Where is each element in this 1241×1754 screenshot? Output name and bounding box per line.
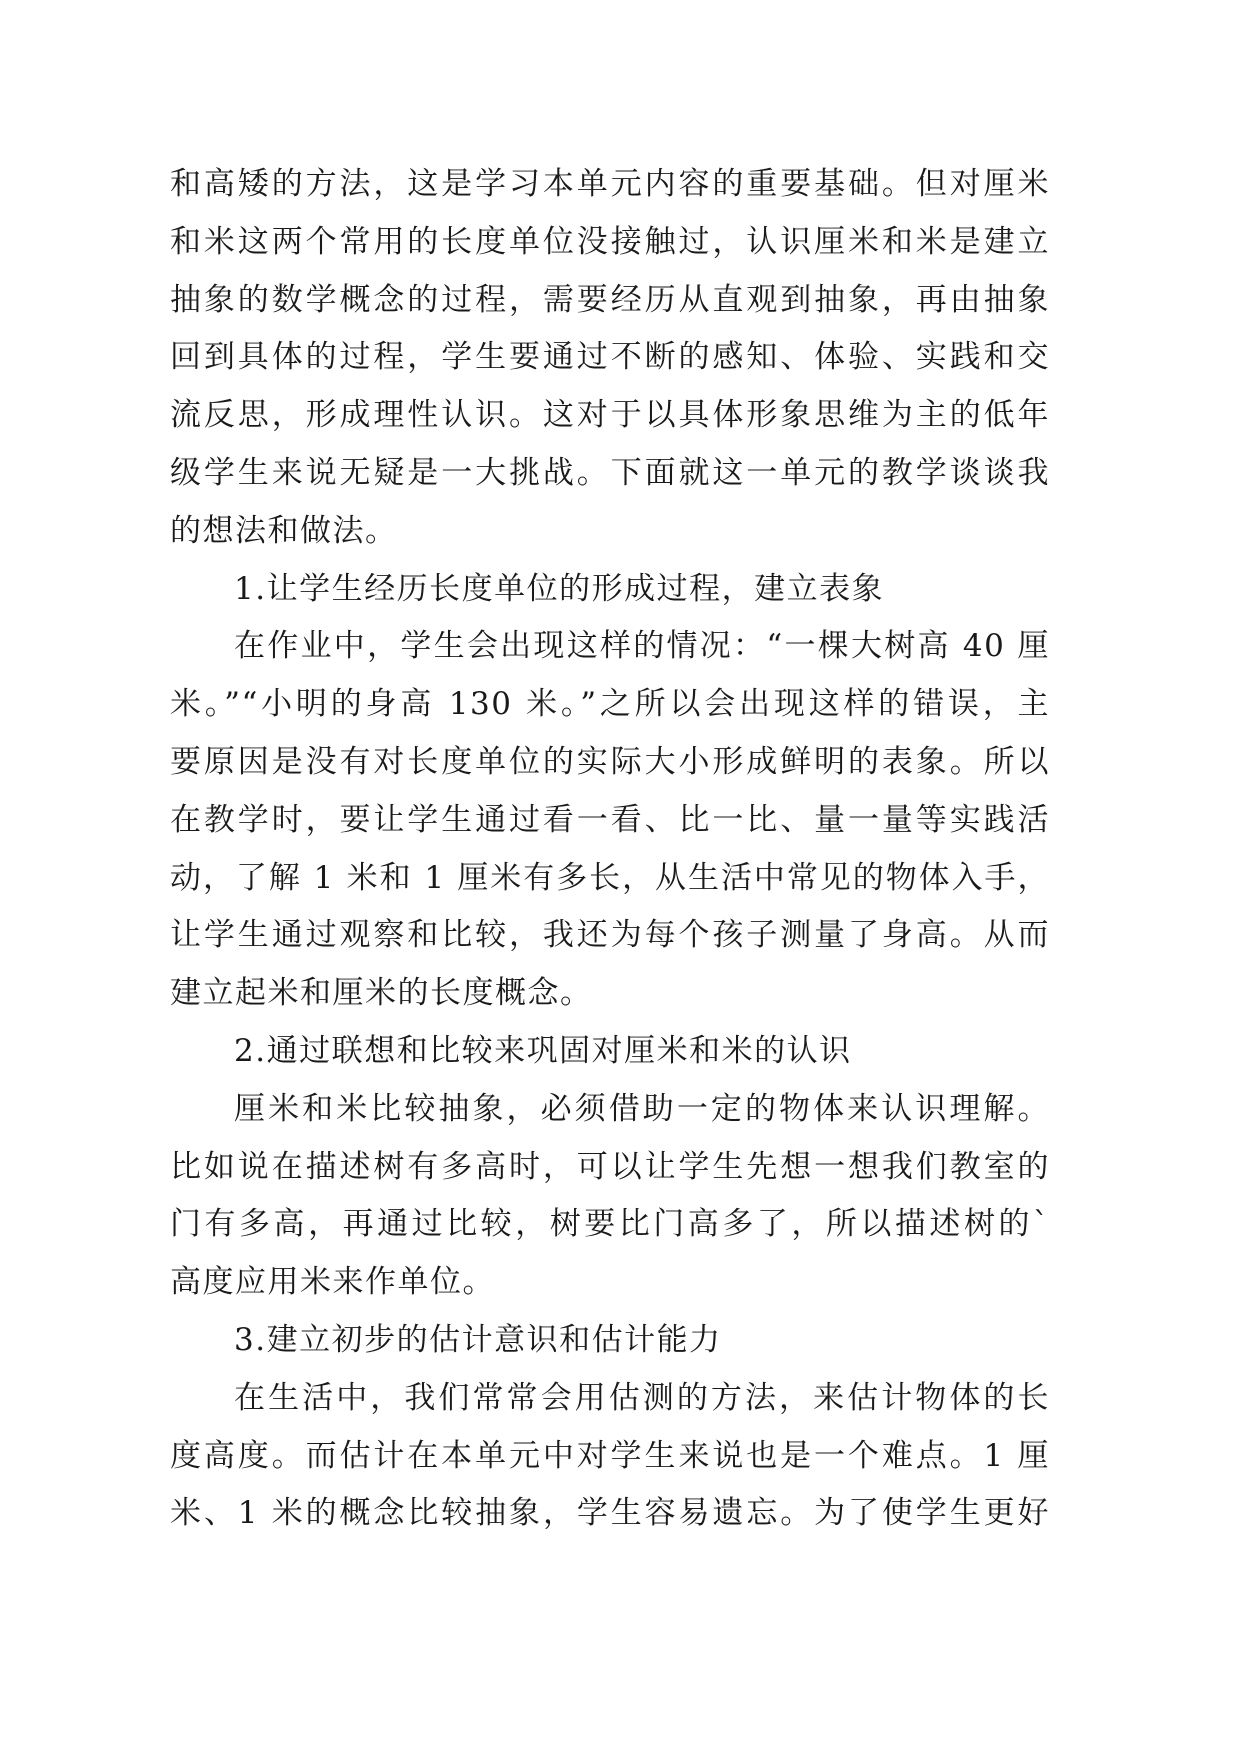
section-heading <box>170 1023 1050 1081</box>
text-line: 的想法和做法。 <box>170 512 398 549</box>
text-line: 让学生通过观察和比较，我还为每个孩子测量了身高。从而 <box>170 917 1050 954</box>
text-line: 流反思，形成理性认识。这对于以具体形象思维为主的低年 <box>170 397 1050 434</box>
text-line: 米。”“小明的身高 130 米。”之所以会出现这样的错误，主 <box>170 686 1050 723</box>
text-line: 和米这两个常用的长度单位没接触过，认识厘米和米是建立 <box>170 223 1050 260</box>
text-line: 门有多高，再通过比较，树要比门高多了，所以描述树的` <box>170 1206 1050 1243</box>
text-line: 高度应用米来作单位。 <box>170 1264 495 1301</box>
heading-line: 2.通过联想和比较来巩固对厘米和米的认识 <box>234 1032 852 1069</box>
text-line: 回到具体的过程，学生要通过不断的感知、体验、实践和交 <box>170 339 1050 376</box>
text-line: 米、1 米的概念比较抽象，学生容易遗忘。为了使学生更好 <box>170 1495 1050 1532</box>
heading-line: 1.让学生经历长度单位的形成过程，建立表象 <box>234 570 885 607</box>
text-line: 在教学时，要让学生通过看一看、比一比、量一量等实践活 <box>170 801 1050 838</box>
paragraph <box>170 156 1050 561</box>
text-line: 度高度。而估计在本单元中对学生来说也是一个难点。1 厘 <box>170 1437 1050 1474</box>
text-line: 动，了解 1 米和 1 厘米有多长，从生活中常见的物体入手， <box>170 859 1050 896</box>
paragraph <box>170 1081 1050 1312</box>
paragraph <box>170 1370 1050 1543</box>
text-line: 比如说在描述树有多高时，可以让学生先想一想我们教室的 <box>170 1148 1050 1185</box>
heading-line: 3.建立初步的估计意识和估计能力 <box>234 1321 722 1358</box>
document-body <box>170 156 1050 1543</box>
text-line: 建立起米和厘米的长度概念。 <box>170 975 593 1012</box>
text-line: 和高矮的方法，这是学习本单元内容的重要基础。但对厘米 <box>170 166 1050 202</box>
text-line: 抽象的数学概念的过程，需要经历从直观到抽象，再由抽象 <box>170 281 1050 318</box>
text-line: 在作业中，学生会出现这样的情况：“一棵大树高 40 厘 <box>234 628 1050 665</box>
text-line: 级学生来说无疑是一大挑战。下面就这一单元的教学谈谈我 <box>170 454 1050 491</box>
text-line: 厘米和米比较抽象，必须借助一定的物体来认识理解。 <box>234 1090 1050 1127</box>
paragraph <box>170 618 1050 1023</box>
text-line: 在生活中，我们常常会用估测的方法，来估计物体的长 <box>234 1379 1050 1416</box>
section-heading <box>170 561 1050 619</box>
section-heading <box>170 1312 1050 1370</box>
text-line: 要原因是没有对长度单位的实际大小形成鲜明的表象。所以 <box>170 743 1050 780</box>
